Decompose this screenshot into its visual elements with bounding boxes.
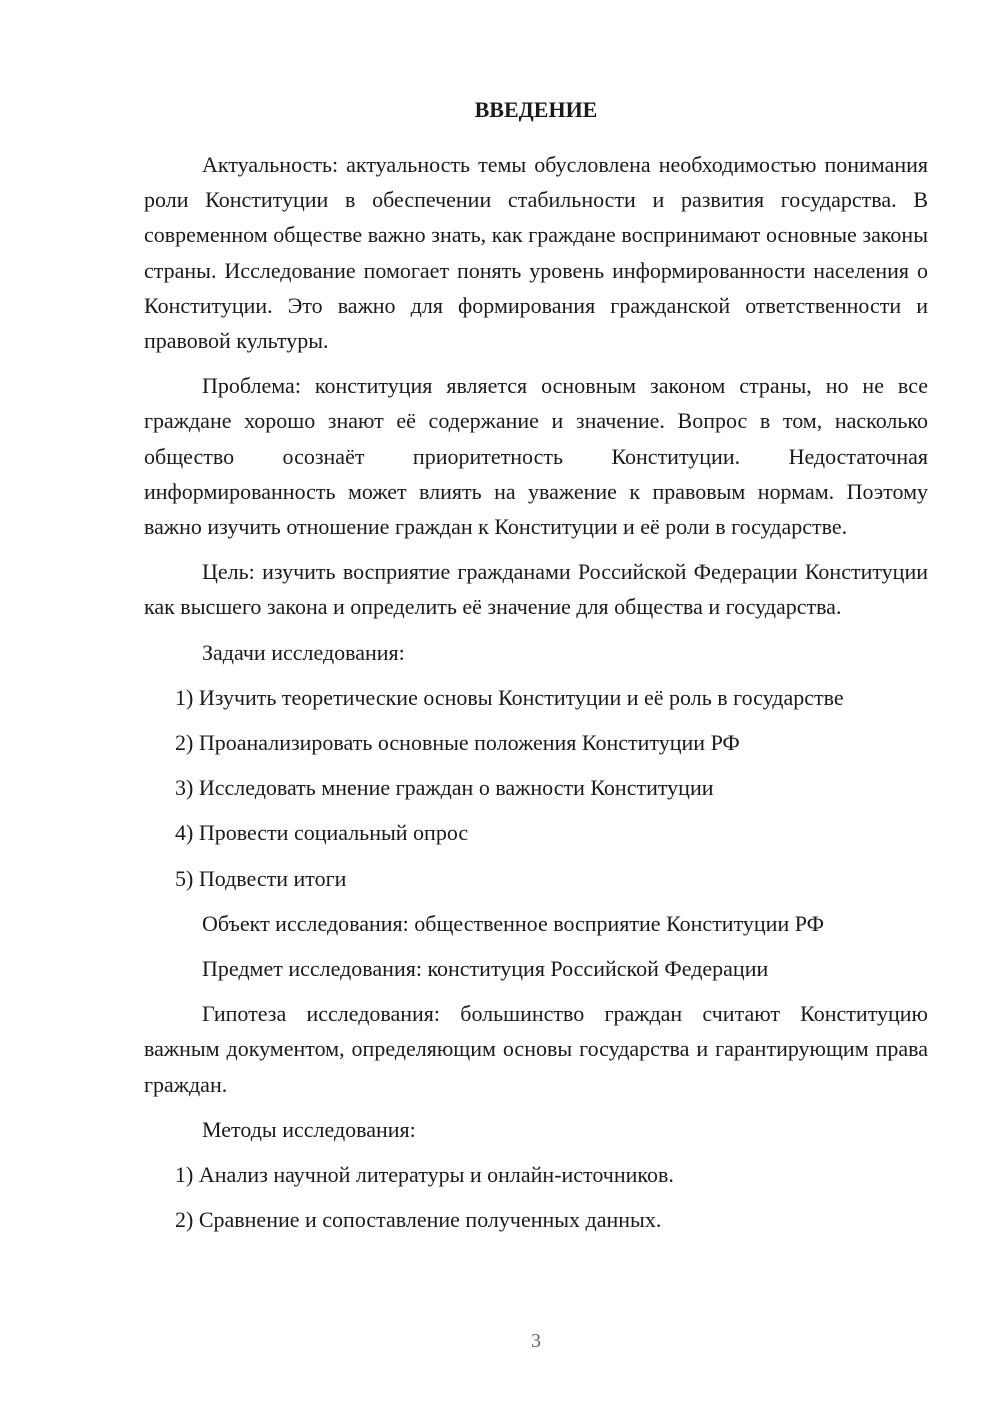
list-item: 1) Изучить теоретические основы Конституции и её роль в государстве — [175, 684, 844, 710]
section-title: ВВЕДЕНИЕ — [474, 97, 598, 122]
methods-list — [144, 1157, 928, 1237]
page-number: 3 — [531, 1330, 541, 1352]
hypothesis-paragraph: Гипотеза исследования: большинство граждан считают Конституцию важным документом, определяющим основы государства и гарантирующим права граждан. — [144, 1001, 928, 1097]
document-page — [144, 92, 928, 1247]
list-item: 4) Провести социальный опрос — [175, 820, 469, 846]
object-paragraph: Объект исследования: общественное восприятие Конституции РФ — [202, 910, 824, 936]
relevance-paragraph: Актуальность: актуальность темы обусловлена необходимостью понимания роли Конституции в обеспечении стабильности и развития государства. В современном обществе важно знать, как граждане воспринимают основные законы страны. Исследование помогает понять уровень информированности населения о Конституции. Это важно для формирования гражданской ответственности и правовой культуры. — [144, 152, 928, 354]
methods-heading: Методы исследования: — [202, 1116, 416, 1142]
list-item: 2) Сравнение и сопоставление полученных данных. — [175, 1207, 662, 1233]
list-item: 1) Анализ научной литературы и онлайн-источников. — [175, 1162, 674, 1188]
goal-paragraph: Цель: изучить восприятие гражданами Российской Федерации Конституции как высшего закона и определить её значение для общества и государства. — [144, 559, 928, 620]
subject-paragraph: Предмет исследования: конституция Российской Федерации — [202, 956, 769, 982]
list-item: 5) Подвести итоги — [175, 865, 347, 891]
list-item: 2) Проанализировать основные положения Конституции РФ — [175, 730, 740, 756]
list-item: 3) Исследовать мнение граждан о важности Конституции — [175, 775, 714, 801]
tasks-heading: Задачи исследования: — [202, 639, 405, 665]
tasks-list — [144, 680, 928, 896]
problem-paragraph: Проблема: конституция является основным законом страны, но не все граждане хорошо знают её содержание и значение. Вопрос в том, насколько общество осознаёт приоритетность Конституции. Недостаточная информированность может влиять на уважение к правовым нормам. Поэтому важно изучить отношение граждан к Конституции и её роли в государстве. — [144, 373, 928, 540]
